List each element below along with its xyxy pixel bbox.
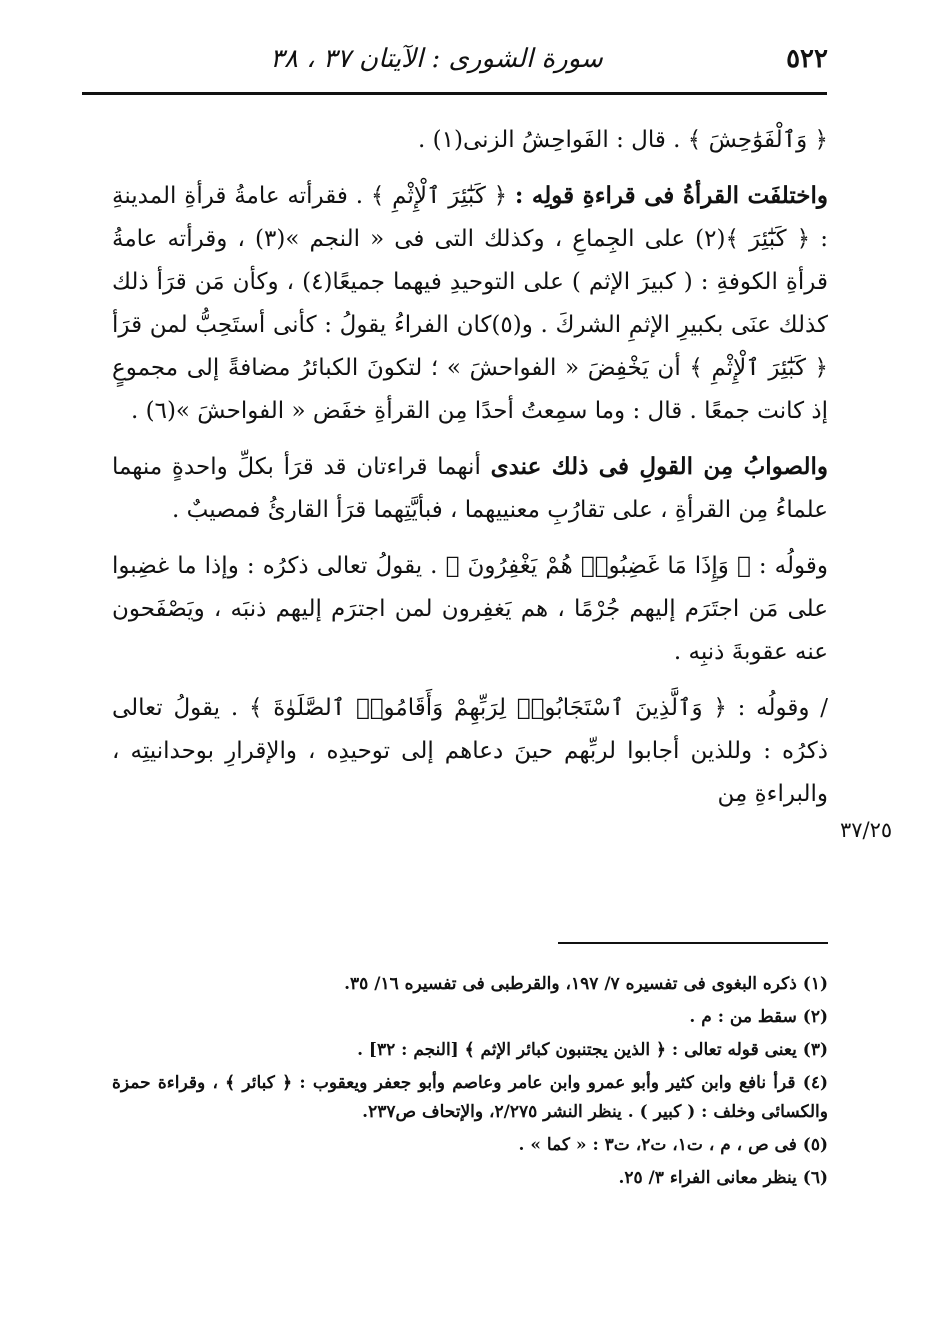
paragraph — [112, 686, 828, 816]
footnote: (٦) ينظر معانى الفراء ٣/ ٢٥. — [618, 1168, 828, 1188]
footnotes — [112, 970, 828, 1197]
paragraph-lead: واختلفَت القرأةُ فى قراءةِ قولِه : — [514, 182, 828, 209]
footnote: (٣) يعنى قوله تعالى : ﴿ الذين يجتنبون كبائر الإثم ﴾ [النجم : ٣٢] . — [357, 1040, 828, 1060]
paragraph — [112, 544, 828, 674]
running-title: سورة الشورى : الآيتان ٣٧ ، ٣٨ — [270, 44, 603, 74]
footnote: (١) ذكره البغوى فى تفسيره ٧/ ١٩٧، والقرطبى فى تفسيره ١٦/ ٣٥. — [344, 974, 828, 994]
paragraph-text: وقولُه : ﴿ وَإِذَا مَا غَضِبُوا۟ هُمْ يَغْفِرُونَ ﴾ . يقولُ تعالى ذكرُه : وإذا ما غضِبوا على مَن اجتَرَم إليهم جُرْمًا ، هم يَغفِرون لمن اجترَم إليهم ذنبَه ، ويَصْفَحون عنه عقوبةَ ذنبِه . — [112, 553, 828, 665]
footnote: (٢) سقط من : م . — [689, 1007, 828, 1027]
paragraph-text: ﴿ وَٱلْفَوَٰحِشَ ﴾ . قال : الفَواحِشُ الزنى(١) . — [418, 127, 828, 153]
paragraph-text: أنهما قراءتان قد قرَأ بكلِّ واحدةٍ منهما علماءُ مِن القرأةِ ، على تقارُبِ معنييهما ، فبأيَّتِهما قرَأ القارئُ فمصيبٌ . — [112, 454, 828, 523]
footnote-rule — [558, 942, 828, 944]
paragraph — [112, 174, 828, 433]
paragraph-text: / وقولُه : ﴿ وَٱلَّذِينَ ٱسْتَجَابُوا۟ لِرَبِّهِمْ وَأَقَامُوا۟ ٱلصَّلَوٰةَ ﴾ . يقولُ تعالى ذكرُه : وللذين أجابوا لربِّهم حينَ دعاهم إلى توحيدِه ، والإقرارِ بوحدانيتِه ، والبراءةِ مِن — [112, 695, 828, 807]
footnote: (٤) قرأ نافع وابن كثير وأبو عمرو وابن عامر وعاصم وأبو جعفر ويعقوب : ﴿ كبائر ﴾ ، وقراءة حمزة والكسائى وخلف : ( كبير ) . ينظر النشر ٢/٢٧٥، والإتحاف ص٢٣٧. — [112, 1073, 828, 1122]
margin-reference: ٣٧/٢٥ — [840, 818, 893, 842]
paragraph-text: ﴿ كَبَٰٓئِرَ ٱلْإِثْمِ ﴾ . فقرأته عامةُ قرأةِ المدينةِ : ﴿ كَبَٰٓئِرَ ﴾(٢) على الجِماعِ ، وكذلك التى فى « النجم »(٣) ، وقرأته عامةُ قرأةِ الكوفةِ : ( كبيرَ الإثم ) على التوحيدِ فيهما جميعًا(٤) ، وكأن مَن قرَأ ذلك كذلك عنَى بكبيرِ الإثمِ الشركَ . و(٥)كان الفراءُ يقولُ : كأنى أستَحِبُّ لمن قرَأ ﴿ كَبَٰٓئِرَ ٱلْإِثْمِ ﴾ أن يَخْفِضَ « الفواحشَ » ؛ لتكونَ الكبائرُ مضافةً إلى مجموعٍ إذ كانت جمعًا . قال : وما سمِعتُ أحدًا مِن القرأةِ خفَض « الفواحشَ »(٦) . — [112, 183, 828, 424]
page-number: ٥٢٢ — [786, 44, 828, 74]
paragraph — [112, 118, 828, 162]
footnote: (٥) فى ص ، م ، ت١، ت٢، ت٣ : « كما » . — [518, 1135, 828, 1155]
page-header — [80, 38, 828, 92]
main-text — [112, 118, 828, 828]
paragraph — [112, 445, 828, 532]
paragraph-lead: والصوابُ مِن القولِ فى ذلك عندى — [490, 453, 829, 480]
header-rule — [82, 92, 827, 95]
